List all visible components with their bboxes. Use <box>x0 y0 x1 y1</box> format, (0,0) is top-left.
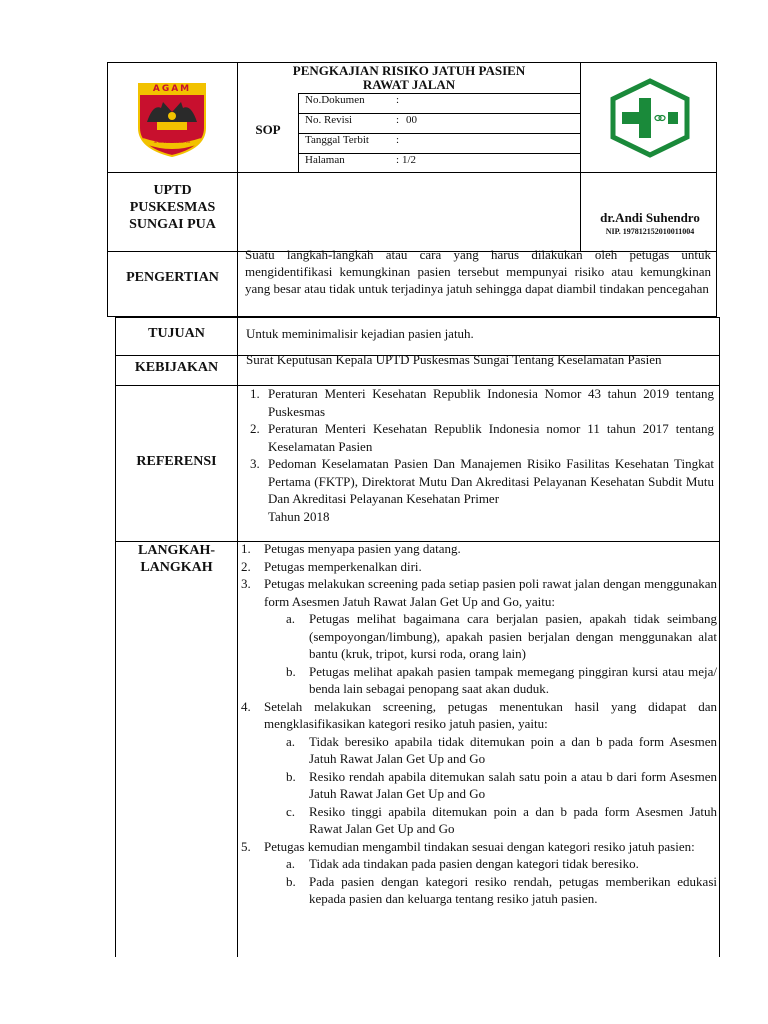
langkah-label-line1: LANGKAH- <box>138 543 215 558</box>
sub-number: a. <box>286 733 296 749</box>
referensi-item <box>248 455 714 508</box>
sub-number: c. <box>286 803 296 819</box>
document-title-line2: RAWAT JALAN <box>362 77 456 92</box>
agam-logo-ribbon: SALINGKA NAGARI <box>153 139 191 144</box>
kebijakan-text: Surat Keputusan Kepala UPTD Puskesmas Sungai Tentang Keselamatan Pasien <box>246 352 662 367</box>
list-number: 2. <box>241 558 251 574</box>
step-item <box>241 575 717 698</box>
referensi-text: Pedoman Keselamatan Pasien Dan Manajemen Risiko Fasilitas Kesehatan Tingkat Pertama (FKTP), Direktorat Mutu Dan Akreditasi Pelayanan Kesehatan Subdit Mutu Dan Akreditasi Pelayanan Kesehatan Primer <box>268 456 714 506</box>
sub-step-text: Petugas melihat bagaimana cara berjalan pasien, apakah tidak seimbang (sempoyongan/limbung), apakah pasien berjalan dengan menggunakan alat bantu (kruk, tripot, kursi roda, orang lain) <box>309 611 717 661</box>
referensi-text: Peraturan Menteri Kesehatan Republik Indonesia Nomor 43 tahun 2019 tentang Puskesmas <box>268 386 714 419</box>
step-text: Petugas melakukan screening pada setiap pasien poli rawat jalan dengan menggunakan form Asesmen Jatuh Rawat Jalan Get Up and Go, yaitu: <box>264 576 717 609</box>
step-item <box>241 558 717 576</box>
sub-step-text: Resiko rendah apabila ditemukan salah satu poin a atau b dari form Asesmen Jatuh Rawat Jalan Get Up and Go <box>309 768 717 801</box>
pengertian-label: PENGERTIAN <box>126 270 219 285</box>
sub-step-item <box>264 733 717 768</box>
sub-step-item <box>264 855 717 873</box>
kebijakan-label: KEBIJAKAN <box>134 360 219 375</box>
step-text: Setelah melakukan screening, petugas menentukan hasil yang didapat dan mengklasifikasikan kategori resiko jatuh pasien, yaitu: <box>264 698 717 731</box>
meta-label: Tanggal Terbit <box>305 134 369 146</box>
organization-name <box>108 182 237 233</box>
meta-label: Halaman <box>305 154 345 166</box>
sub-step-item <box>264 873 717 908</box>
langkah-label <box>116 542 237 576</box>
sub-step-item <box>264 803 717 838</box>
tujuan-text: Untuk meminimalisir kejadian pasien jatuh. <box>246 326 474 341</box>
step-item <box>241 838 717 908</box>
list-number: 4. <box>241 698 251 714</box>
sub-step-text: Tidak beresiko apabila tidak ditemukan poin a dan b pada form Asesmen Jatuh Rawat Jalan Get Up and Go <box>309 733 717 766</box>
referensi-item <box>248 385 714 420</box>
meta-sep: : <box>396 154 400 166</box>
referensi-trailing: Tahun 2018 <box>268 508 330 524</box>
sub-number: b. <box>286 873 296 889</box>
meta-sep: : <box>396 114 400 126</box>
list-number: 5. <box>241 838 251 854</box>
langkah-label-line2: LANGKAH <box>140 560 213 575</box>
referensi-list <box>248 385 714 525</box>
kemenkes-logo <box>608 78 692 158</box>
meta-row-no-dokumen <box>305 94 575 112</box>
referensi-item <box>248 420 714 455</box>
meta-sep: : <box>396 134 400 146</box>
list-number: 3. <box>250 456 260 471</box>
agam-logo <box>133 78 211 158</box>
sub-step-item <box>264 663 717 698</box>
meta-label: No.Dokumen <box>305 94 365 106</box>
step-item <box>241 698 717 838</box>
referensi-text: Peraturan Menteri Kesehatan Republik Indonesia nomor 11 tahun 2017 tentang Keselamatan Pasien <box>268 421 714 454</box>
sop-label: SOP <box>255 122 281 137</box>
document-title <box>238 63 580 93</box>
step-text: Petugas kemudian mengambil tindakan sesuai dengan kategori resiko jatuh pasien: <box>264 838 695 854</box>
organization-line1: UPTD <box>153 183 192 198</box>
step-item <box>241 540 717 558</box>
step-text: Petugas menyapa pasien yang datang. <box>264 541 461 556</box>
signer-nip: NIP. 197812152010011004 <box>605 227 695 236</box>
meta-sep: : <box>396 94 400 106</box>
sub-number: a. <box>286 611 296 626</box>
referensi-label: REFERENSI <box>136 454 217 469</box>
agam-logo-text: AGAM <box>152 84 192 94</box>
pengertian-text: Suatu langkah-langkah atau cara yang harus dilakukan oleh petugas untuk mengidentifikasi kemungkinan pasien tersebut mempunyai risiko atau kemungkinan yang besar atau tidak untuk terjadinya jatuh sehingga dapat diambil tindakan pencegahan <box>245 247 711 296</box>
langkah-list <box>241 540 717 908</box>
organization-line3: SUNGAI PUA <box>129 217 216 232</box>
step-text: Petugas memperkenalkan diri. <box>264 558 422 574</box>
organization-line2: PUSKESMAS <box>129 200 216 215</box>
meta-row-halaman <box>305 154 575 172</box>
list-number: 1. <box>250 386 260 401</box>
list-number: 2. <box>250 421 260 436</box>
list-number: 3. <box>241 576 251 591</box>
meta-value: 1/2 <box>402 154 417 166</box>
sub-step-text: Pada pasien dengan kategori resiko rendah, petugas memberikan edukasi kepada pasien dan keluarga tentang resiko jatuh pasien. <box>309 873 717 906</box>
document-title-line1: PENGKAJIAN RISIKO JATUH PASIEN <box>292 63 526 78</box>
meta-row-no-revisi <box>305 114 575 132</box>
sub-step-text: Resiko tinggi apabila ditemukan poin a dan b pada form Asesmen Jatuh Rawat Jalan Get Up and Go <box>309 803 717 836</box>
meta-value: 00 <box>406 114 417 126</box>
signer-name: dr.Andi Suhendro <box>600 210 700 225</box>
sub-step-item <box>264 768 717 803</box>
meta-row-tanggal-terbit <box>305 134 575 152</box>
sub-number: b. <box>286 768 296 784</box>
list-number: 1. <box>241 541 251 556</box>
sub-step-item <box>264 610 717 663</box>
sub-step-text: Tidak ada tindakan pada pasien dengan kategori tidak beresiko. <box>309 856 639 871</box>
sub-number: a. <box>286 856 296 871</box>
sub-step-text: Petugas melihat apakah pasien tampak memegang pinggiran kursi atau meja/ benda lain sebagai penopang saat akan duduk. <box>309 663 717 696</box>
sub-number: b. <box>286 663 296 679</box>
tujuan-label: TUJUAN <box>148 326 205 341</box>
meta-label: No. Revisi <box>305 114 353 126</box>
